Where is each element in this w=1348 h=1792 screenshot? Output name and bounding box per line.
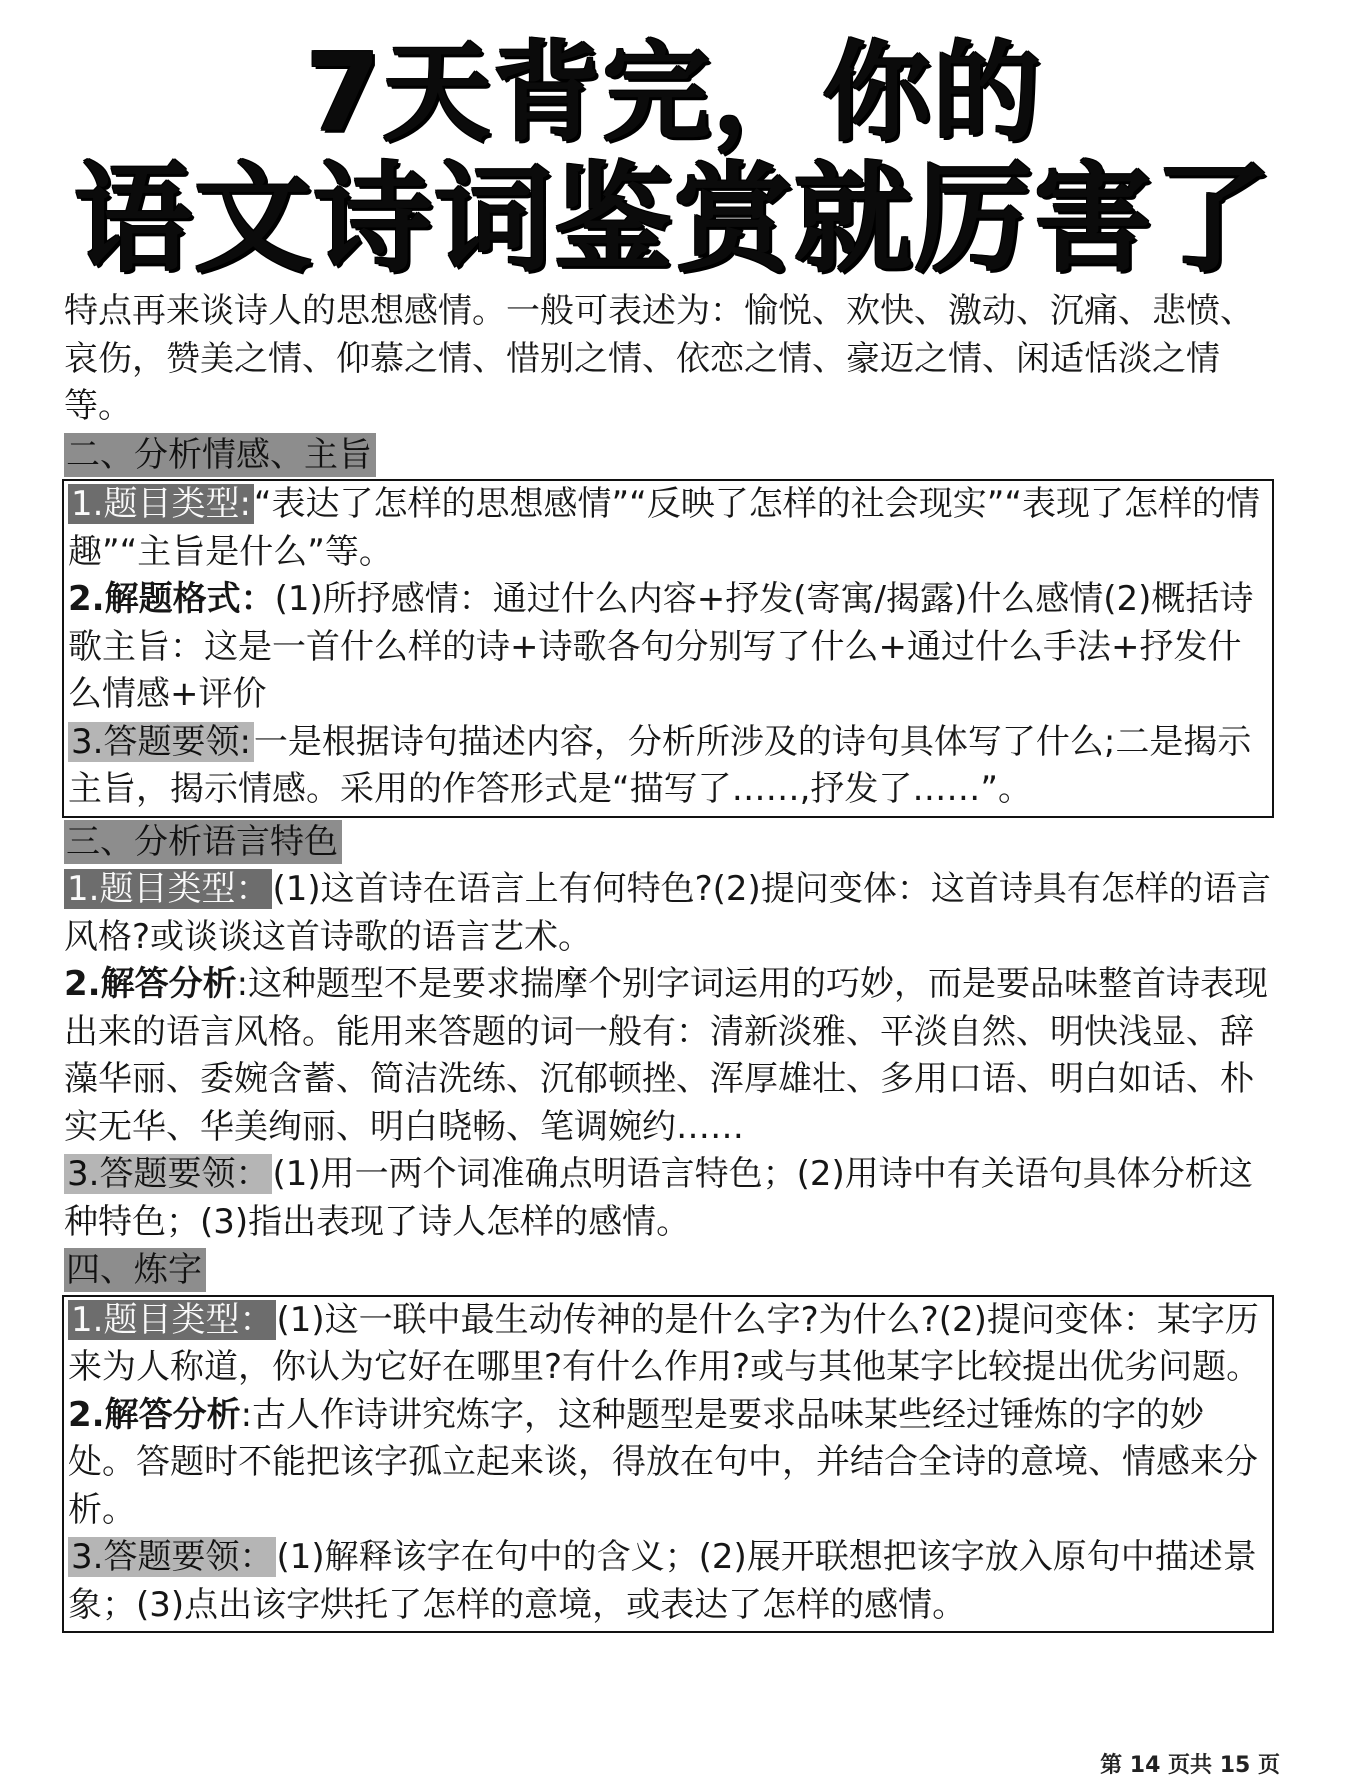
section-heading-language: 三、分析语言特色 <box>64 820 342 864</box>
item-text: “表达了怎样的思想感情”“反映了怎样的社会现实”“表现了怎样的情趣”“主旨是什么”等。 <box>68 484 1260 572</box>
section-box-emotion <box>62 479 1274 818</box>
item-label: 1.题目类型: <box>68 484 254 524</box>
item-label: 3.答题要领: <box>68 722 254 762</box>
intro-paragraph: 特点再来谈诗人的思想感情。一般可表述为：愉悦、欢快、激动、沉痛、悲愤、哀伤，赞美之情、仰慕之情、惜别之情、依恋之情、豪迈之情、闲适恬淡之情等。 <box>64 291 1254 426</box>
item-text: (1)所抒感情：通过什么内容+抒发(寄寓/揭露)什么感情(2)概括诗歌主旨：这是一首什么样的诗+诗歌各句分别写了什么+通过什么手法+抒发什么情感+评价 <box>68 579 1254 714</box>
section-heading-word-refining: 四、炼字 <box>64 1248 206 1292</box>
item-label: 1.题目类型： <box>68 1300 276 1340</box>
item-question-type <box>68 1297 1268 1392</box>
item-question-type <box>68 481 1268 576</box>
page-title-line-1: 7天背完，你的 <box>305 31 1043 156</box>
item-answer-analysis <box>64 961 1274 1151</box>
item-text: 一是根据诗句描述内容，分析所涉及的诗句具体写了什么;二是揭示主旨，揭示情感。采用的作答形式是“描写了……,抒发了……”。 <box>68 721 1252 809</box>
item-label: 2.解答分析 <box>64 964 237 1004</box>
section-heading-emotion: 二、分析情感、主旨 <box>64 433 376 477</box>
section-box-word-refining <box>62 1295 1274 1634</box>
item-label: 2.解答分析 <box>68 1394 241 1435</box>
item-label: 3.答题要领： <box>64 1154 272 1194</box>
item-answer-format <box>68 576 1268 719</box>
item-label: 3.答题要领： <box>68 1537 276 1577</box>
item-answer-analysis <box>68 1392 1268 1535</box>
page-title-line-2: 语文诗词鉴赏就厉害了 <box>73 150 1274 288</box>
item-text: (1)用一两个词准确点明语言特色；(2)用诗中有关语句具体分析这种特色；(3)指出表现了诗人怎样的感情。 <box>64 1154 1253 1242</box>
page-number: 第 14 页共 15 页 <box>1100 1753 1280 1778</box>
item-answer-key <box>68 719 1268 814</box>
item-label: 1.题目类型： <box>64 869 272 909</box>
item-text: (1)这一联中最生动传神的是什么字?为什么?(2)提问变体：某字历来为人称道，你认为它好在哪里?有什么作用?或与其他某字比较提出优劣问题。 <box>68 1299 1261 1387</box>
item-text: :古人作诗讲究炼字，这种题型是要求品味某些经过锤炼的字的妙处。答题时不能把该字孤立起来谈，得放在句中，并结合全诗的意境、情感来分析。 <box>68 1394 1258 1530</box>
item-text: :这种题型不是要求揣摩个别字词运用的巧妙，而是要品味整首诗表现出来的语言风格。能用来答题的词一般有：清新淡雅、平淡自然、明快浅显、辞藻华丽、委婉含蓄、简洁洗练、沉郁顿挫、浑厚雄壮、多用口语、明白如话、朴实无华、华美绚丽、明白晓畅、笔调婉约…… <box>64 964 1269 1147</box>
document-body <box>64 288 1274 1633</box>
item-answer-key <box>68 1534 1268 1629</box>
item-text: (1)解释该字在句中的含义；(2)展开联想把该字放入原句中描述景象；(3)点出该字烘托了怎样的意境，或表达了怎样的感情。 <box>68 1537 1257 1625</box>
item-answer-key <box>64 1151 1274 1246</box>
item-question-type <box>64 866 1274 961</box>
item-label: 2.解题格式： <box>68 579 275 619</box>
item-text: (1)这首诗在语言上有何特色?(2)提问变体：这首诗具有怎样的语言风格?或谈谈这首诗歌的语言艺术。 <box>64 869 1271 957</box>
